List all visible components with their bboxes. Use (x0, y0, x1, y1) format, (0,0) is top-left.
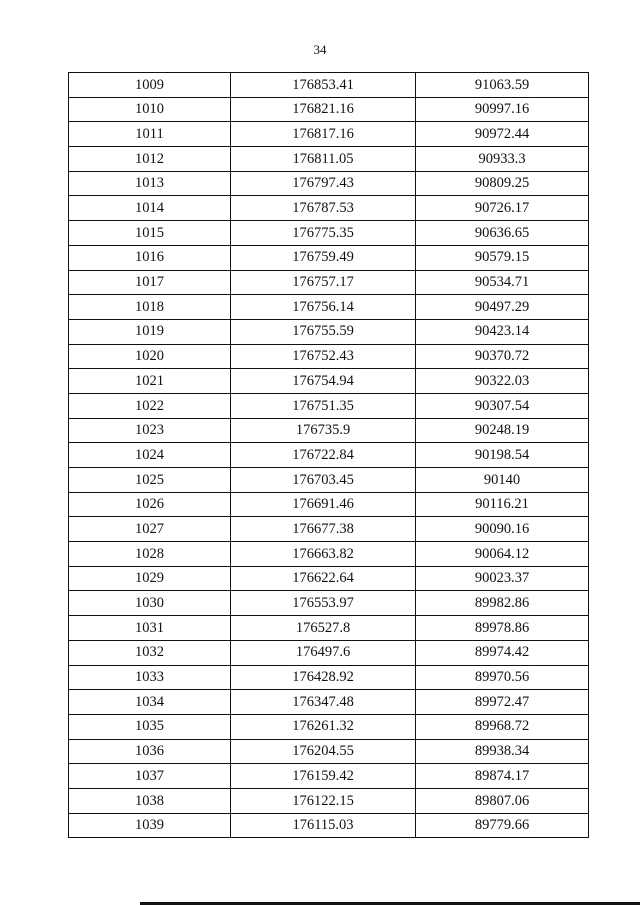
point-number-cell: 1036 (69, 739, 231, 764)
point-number-cell: 1025 (69, 468, 231, 493)
table-row (69, 319, 589, 344)
x-coordinate-cell: 176622.64 (231, 566, 416, 591)
point-number-cell: 1011 (69, 122, 231, 147)
table-body (69, 73, 589, 838)
point-number-cell: 1016 (69, 245, 231, 270)
table-row (69, 171, 589, 196)
x-coordinate-cell: 176691.46 (231, 492, 416, 517)
x-coordinate-cell: 176115.03 (231, 813, 416, 838)
table-row (69, 295, 589, 320)
y-coordinate-cell: 90726.17 (416, 196, 589, 221)
point-number-cell: 1029 (69, 566, 231, 591)
table-row (69, 492, 589, 517)
y-coordinate-cell: 91063.59 (416, 73, 589, 98)
x-coordinate-cell: 176159.42 (231, 764, 416, 789)
point-number-cell: 1038 (69, 788, 231, 813)
x-coordinate-cell: 176756.14 (231, 295, 416, 320)
x-coordinate-cell: 176797.43 (231, 171, 416, 196)
y-coordinate-cell: 89874.17 (416, 764, 589, 789)
table-row (69, 270, 589, 295)
x-coordinate-cell: 176757.17 (231, 270, 416, 295)
table-row (69, 97, 589, 122)
y-coordinate-cell: 90579.15 (416, 245, 589, 270)
table-row (69, 813, 589, 838)
x-coordinate-cell: 176821.16 (231, 97, 416, 122)
table-row (69, 517, 589, 542)
x-coordinate-cell: 176775.35 (231, 221, 416, 246)
point-number-cell: 1022 (69, 393, 231, 418)
x-coordinate-cell: 176497.6 (231, 640, 416, 665)
x-coordinate-cell: 176817.16 (231, 122, 416, 147)
point-number-cell: 1013 (69, 171, 231, 196)
x-coordinate-cell: 176755.59 (231, 319, 416, 344)
y-coordinate-cell: 90307.54 (416, 393, 589, 418)
y-coordinate-cell: 90248.19 (416, 418, 589, 443)
table-row (69, 443, 589, 468)
table-row (69, 739, 589, 764)
table-row (69, 591, 589, 616)
point-number-cell: 1034 (69, 690, 231, 715)
point-number-cell: 1032 (69, 640, 231, 665)
point-number-cell: 1010 (69, 97, 231, 122)
x-coordinate-cell: 176703.45 (231, 468, 416, 493)
x-coordinate-cell: 176663.82 (231, 542, 416, 567)
y-coordinate-cell: 90423.14 (416, 319, 589, 344)
x-coordinate-cell: 176722.84 (231, 443, 416, 468)
table-row (69, 344, 589, 369)
y-coordinate-cell: 90322.03 (416, 369, 589, 394)
x-coordinate-cell: 176527.8 (231, 616, 416, 641)
point-number-cell: 1037 (69, 764, 231, 789)
y-coordinate-cell: 90198.54 (416, 443, 589, 468)
table-row (69, 418, 589, 443)
y-coordinate-cell: 90497.29 (416, 295, 589, 320)
x-coordinate-cell: 176204.55 (231, 739, 416, 764)
y-coordinate-cell: 89968.72 (416, 714, 589, 739)
point-number-cell: 1039 (69, 813, 231, 838)
point-number-cell: 1019 (69, 319, 231, 344)
table-row (69, 147, 589, 172)
y-coordinate-cell: 90064.12 (416, 542, 589, 567)
y-coordinate-cell: 89978.86 (416, 616, 589, 641)
x-coordinate-cell: 176811.05 (231, 147, 416, 172)
point-number-cell: 1023 (69, 418, 231, 443)
point-number-cell: 1018 (69, 295, 231, 320)
x-coordinate-cell: 176261.32 (231, 714, 416, 739)
x-coordinate-cell: 176735.9 (231, 418, 416, 443)
y-coordinate-cell: 90636.65 (416, 221, 589, 246)
table-row (69, 196, 589, 221)
point-number-cell: 1031 (69, 616, 231, 641)
y-coordinate-cell: 90090.16 (416, 517, 589, 542)
point-number-cell: 1027 (69, 517, 231, 542)
table-row (69, 788, 589, 813)
y-coordinate-cell: 90370.72 (416, 344, 589, 369)
point-number-cell: 1017 (69, 270, 231, 295)
y-coordinate-cell: 90997.16 (416, 97, 589, 122)
y-coordinate-cell: 90023.37 (416, 566, 589, 591)
point-number-cell: 1012 (69, 147, 231, 172)
y-coordinate-cell: 89779.66 (416, 813, 589, 838)
point-number-cell: 1021 (69, 369, 231, 394)
y-coordinate-cell: 90116.21 (416, 492, 589, 517)
y-coordinate-cell: 89938.34 (416, 739, 589, 764)
table-row (69, 245, 589, 270)
page-number: 34 (313, 42, 327, 57)
table-row (69, 73, 589, 98)
y-coordinate-cell: 89807.06 (416, 788, 589, 813)
table-row (69, 221, 589, 246)
table-row (69, 566, 589, 591)
coordinate-table (68, 72, 589, 838)
table-row (69, 690, 589, 715)
x-coordinate-cell: 176853.41 (231, 73, 416, 98)
point-number-cell: 1035 (69, 714, 231, 739)
y-coordinate-cell: 90534.71 (416, 270, 589, 295)
x-coordinate-cell: 176752.43 (231, 344, 416, 369)
x-coordinate-cell: 176428.92 (231, 665, 416, 690)
y-coordinate-cell: 90933.3 (416, 147, 589, 172)
point-number-cell: 1009 (69, 73, 231, 98)
table-row (69, 714, 589, 739)
table-row (69, 640, 589, 665)
x-coordinate-cell: 176754.94 (231, 369, 416, 394)
y-coordinate-cell: 90809.25 (416, 171, 589, 196)
table-row (69, 468, 589, 493)
y-coordinate-cell: 89970.56 (416, 665, 589, 690)
table-row (69, 542, 589, 567)
x-coordinate-cell: 176122.15 (231, 788, 416, 813)
point-number-cell: 1024 (69, 443, 231, 468)
x-coordinate-cell: 176553.97 (231, 591, 416, 616)
x-coordinate-cell: 176751.35 (231, 393, 416, 418)
y-coordinate-cell: 90140 (416, 468, 589, 493)
table-row (69, 369, 589, 394)
y-coordinate-cell: 89982.86 (416, 591, 589, 616)
y-coordinate-cell: 89972.47 (416, 690, 589, 715)
x-coordinate-cell: 176787.53 (231, 196, 416, 221)
y-coordinate-cell: 90972.44 (416, 122, 589, 147)
table-row (69, 122, 589, 147)
table-row (69, 764, 589, 789)
table-row (69, 665, 589, 690)
y-coordinate-cell: 89974.42 (416, 640, 589, 665)
point-number-cell: 1015 (69, 221, 231, 246)
point-number-cell: 1028 (69, 542, 231, 567)
point-number-cell: 1014 (69, 196, 231, 221)
table-row (69, 393, 589, 418)
point-number-cell: 1030 (69, 591, 231, 616)
point-number-cell: 1026 (69, 492, 231, 517)
x-coordinate-cell: 176677.38 (231, 517, 416, 542)
point-number-cell: 1020 (69, 344, 231, 369)
point-number-cell: 1033 (69, 665, 231, 690)
x-coordinate-cell: 176759.49 (231, 245, 416, 270)
x-coordinate-cell: 176347.48 (231, 690, 416, 715)
table-row (69, 616, 589, 641)
